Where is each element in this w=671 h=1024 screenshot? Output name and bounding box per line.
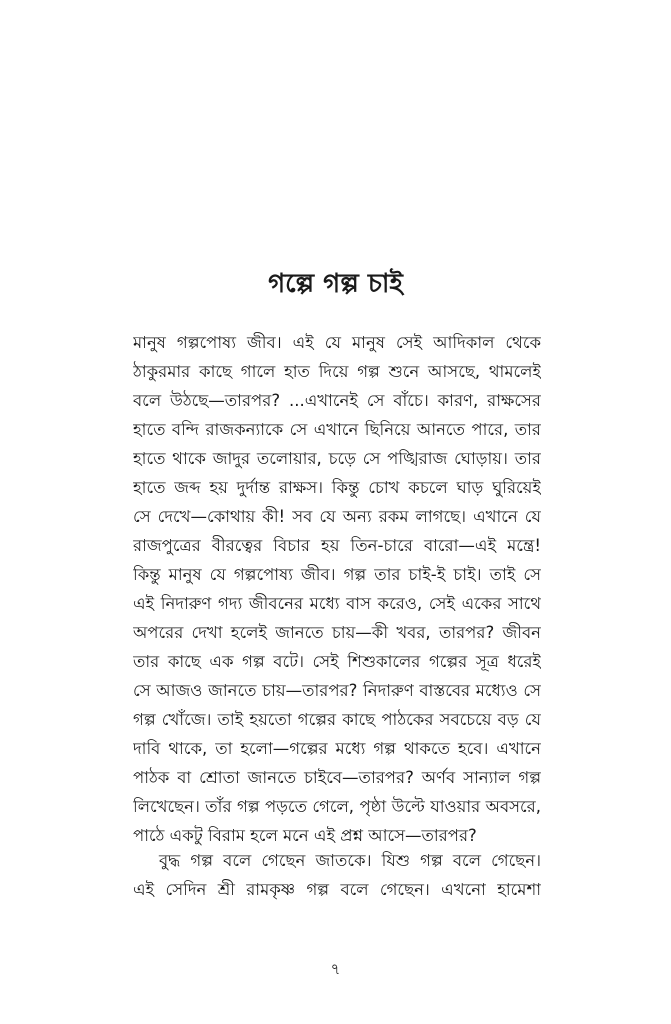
text-line: বলে উঠছে—তারপর? ...এখানেই সে বাঁচে। কারণ, রাক্ষসের xyxy=(133,391,541,410)
text-line: এই নিদারুণ গদ্য জীবনের মধ্যে বাস করেও, সেই একের সাথে xyxy=(133,594,541,613)
text-line: কিন্তু মানুষ যে গল্পপোষ্য জীব। গল্প তার চাই-ই চাই। তাই সে xyxy=(133,565,541,584)
paragraph-1 xyxy=(133,328,541,850)
text-line: এই সেদিন শ্রী রামকৃষ্ণ গল্প বলে গেছেন। এখনো হামেশা xyxy=(133,880,541,899)
text-line: মানুষ গল্পপোষ্য জীব। এই যে মানুষ সেই আদিকাল থেকে xyxy=(133,333,541,352)
text-line: হাতে বন্দি রাজকন্যাকে সে এখানে ছিনিয়ে আনতে পারে, তার xyxy=(133,420,541,439)
text-line: অপরের দেখা হলেই জানতে চায়—কী খবর, তারপর? জীবন xyxy=(133,623,541,642)
text-line: পাঠে একটু বিরাম হলে মনে এই প্রশ্ন আসে—তারপর? xyxy=(133,826,477,845)
text-line: গল্প খোঁজে। তাই হয়তো গল্পের কাছে পাঠকের সবচেয়ে বড় যে xyxy=(133,710,541,729)
page-title: গল্পে গল্প চাই xyxy=(268,269,403,299)
text-line: সে আজও জানতে চায়—তারপর? নিদারুণ বাস্তবের মধ্যেও সে xyxy=(133,681,541,700)
text-line: পাঠক বা শ্রোতা জানতে চাইবে—তারপর? অর্ণব সান্যাল গল্প xyxy=(133,768,541,787)
paragraph-2 xyxy=(133,846,541,904)
text-line: হাতে জব্দ হয় দুর্দান্ত রাক্ষস। কিন্তু চোখ কচলে ঘাড় ঘুরিয়েই xyxy=(133,478,541,497)
text-line: ঠাকুরমার কাছে গালে হাত দিয়ে গল্প শুনে আসছে, থামলেই xyxy=(133,362,541,381)
text-line: হাতে থাকে জাদুর তলোয়ার, চড়ে সে পঙ্খিরাজ ঘোড়ায়। তার xyxy=(133,449,541,468)
text-line: তার কাছে এক গল্প বটে। সেই শিশুকালের গল্পের সূত্র ধরেই xyxy=(133,652,541,671)
text-line: দাবি থাকে, তা হলো—গল্পের মধ্যে গল্প থাকতে হবে। এখানে xyxy=(133,739,541,758)
text-line: সে দেখে—কোথায় কী! সব যে অন্য রকম লাগছে। এখানে যে xyxy=(133,507,541,526)
text-line: লিখেছেন। তাঁর গল্প পড়তে গেলে, পৃষ্ঠা উল্টে যাওয়ার অবসরে, xyxy=(133,797,541,816)
text-line: রাজপুত্রের বীরত্বের বিচার হয় তিন-চারে বারো—এই মন্ত্রে! xyxy=(133,536,541,555)
page-number: ৭ xyxy=(330,960,341,978)
text-line: বুদ্ধ গল্প বলে গেছেন জাতকে। যিশু গল্প বলে গেছেন। xyxy=(159,851,541,870)
